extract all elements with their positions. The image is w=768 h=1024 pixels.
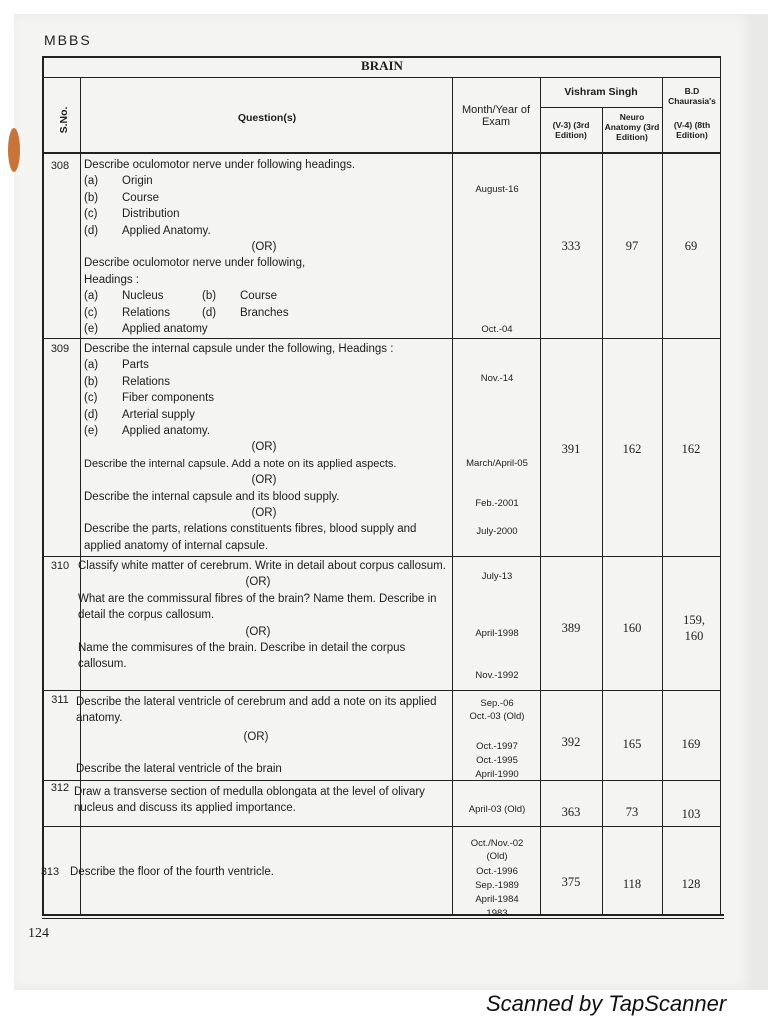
row-308-bd: 69 xyxy=(684,239,698,253)
row-line-309 xyxy=(42,338,720,339)
row-312-date-1: April-03 (Old) xyxy=(468,804,526,815)
row-line-311 xyxy=(42,690,720,691)
or-separator: (OR) xyxy=(243,730,269,743)
section-title: BRAIN xyxy=(361,58,403,73)
question-text: Describe the internal capsule. Add a note on its applied aspects. xyxy=(84,457,397,470)
table-border-right xyxy=(720,56,721,916)
row-311-date-1: Sep.-06 xyxy=(480,698,514,709)
table-title-bottom xyxy=(42,77,720,78)
or-separator: (OR) xyxy=(251,241,277,254)
vishram-header-underline xyxy=(540,107,662,108)
row-313-neuro: 118 xyxy=(622,877,642,891)
question-text: Describe the internal capsule under the following, Headings : xyxy=(84,343,394,355)
row-310-date-1: July-13 xyxy=(481,571,513,582)
col-line-date xyxy=(540,78,541,916)
or-separator: (OR) xyxy=(251,441,277,454)
row-309-bd: 162 xyxy=(681,442,701,456)
question-text: Headings : xyxy=(84,273,139,286)
row-312-bd: 103 xyxy=(681,807,701,821)
page-number: 124 xyxy=(28,926,49,941)
list-item: (a) Origin xyxy=(84,175,153,188)
row-313-date-4: Sep.-1989 xyxy=(475,880,519,891)
row-313-bd: 128 xyxy=(681,877,701,891)
or-separator: (OR) xyxy=(251,507,277,520)
row-311-date-4: Oct.-1995 xyxy=(476,755,518,766)
row-308-date-1: August-16 xyxy=(475,184,519,195)
row-311-question xyxy=(76,694,448,778)
row-309-v3: 391 xyxy=(561,442,581,456)
row-309-date-3: Feb.-2001 xyxy=(475,498,519,509)
row-312-sno: 312 xyxy=(50,782,70,794)
row-311-date-2: Oct.-03 (Old) xyxy=(469,711,525,722)
row-312-v3: 363 xyxy=(561,805,581,819)
row-310-v3: 389 xyxy=(561,621,581,635)
row-312-question: Draw a transverse section of medulla oblongata at the level of olivary nucleus and discuss its applied importance. xyxy=(74,786,425,815)
row-308-sno: 308 xyxy=(50,160,70,172)
row-313-question: Describe the floor of the fourth ventricle. xyxy=(70,866,274,878)
row-309-date-1: Nov.-14 xyxy=(480,373,514,384)
row-313-date-3: Oct.-1996 xyxy=(476,866,518,877)
header-question: Question(s) xyxy=(237,112,297,124)
header-neuro: Neuro Anatomy (3rd Edition) xyxy=(604,112,660,142)
question-text: Describe oculomotor nerve under following, xyxy=(84,257,306,270)
header-sno: S.No. xyxy=(58,106,70,134)
row-313-date-6: 1983 xyxy=(486,908,508,919)
row-310-question xyxy=(78,558,448,673)
row-310-sno: 310 xyxy=(50,560,70,572)
row-310-date-2: April-1998 xyxy=(475,628,519,639)
question-text: Describe the internal capsule and its blood supply. xyxy=(84,490,340,503)
row-311-neuro: 165 xyxy=(622,737,642,751)
list-item: (d) Arterial supply xyxy=(84,408,195,421)
row-309-sno: 309 xyxy=(50,343,70,355)
row-313-date-2: (Old) xyxy=(486,851,508,862)
list-item: (c) Relations (d) Branches xyxy=(84,306,289,319)
row-line-313 xyxy=(42,826,720,827)
list-item: (a) Nucleus (b) Course xyxy=(84,290,278,303)
header-vishram-singh: Vishram Singh xyxy=(564,86,638,98)
row-line-310 xyxy=(42,556,720,557)
col-line-v3 xyxy=(602,108,603,916)
row-309-date-2: March/April-05 xyxy=(466,458,528,469)
row-309-neuro: 162 xyxy=(622,442,642,456)
or-separator: (OR) xyxy=(251,474,277,487)
row-313-v3: 375 xyxy=(561,875,581,889)
list-item: (c) Distribution xyxy=(84,208,180,221)
question-text: Describe oculomotor nerve under following headings. xyxy=(84,159,356,171)
scanner-watermark: Scanned by TapScanner xyxy=(486,991,727,1016)
row-line-312 xyxy=(42,780,720,781)
question-text: Describe the parts, relations constituents fibres, blood supply and applied anatomy of internal capsule. xyxy=(84,523,417,552)
binder-hole xyxy=(8,128,20,172)
question-text: Name the commisures of the brain. Describe in detail the corpus callosum. xyxy=(78,642,406,671)
or-separator: (OR) xyxy=(245,576,271,589)
row-313-date-1: Oct./Nov.-02 xyxy=(470,838,524,849)
book-header: MBBS xyxy=(44,32,92,48)
row-311-v3: 392 xyxy=(561,735,581,749)
question-text: What are the commissural fibres of the brain? Name them. Describe in detail the corpus callosum. xyxy=(78,592,437,622)
row-310-neuro: 160 xyxy=(622,621,642,635)
row-311-sno: 311 xyxy=(51,694,69,706)
row-308-neuro: 97 xyxy=(625,239,639,253)
list-item: (a) Parts xyxy=(84,359,149,372)
table-border-bottom-double xyxy=(42,918,724,919)
header-v3: (V-3) (3rd Edition) xyxy=(552,120,590,140)
row-310-date-3: Nov.-1992 xyxy=(475,670,519,681)
list-item: (d) Applied Anatomy. xyxy=(84,224,211,237)
row-308-date-2: Oct.-04 xyxy=(481,324,513,335)
row-308-v3: 333 xyxy=(561,239,581,253)
header-month-year: Month/Year of Exam xyxy=(461,104,531,128)
row-311-date-3: Oct.-1997 xyxy=(476,741,518,752)
or-separator: (OR) xyxy=(245,625,271,638)
header-bd: B.D Chaurasia's xyxy=(668,86,716,106)
col-line-question xyxy=(452,78,453,916)
table-border-bottom xyxy=(42,914,724,916)
row-308-question xyxy=(84,157,450,337)
row-310-bd: 159, 160 xyxy=(683,613,705,644)
list-item: (b) Course xyxy=(84,191,160,204)
question-text: Describe the lateral ventricle of cerebrum and add a note on its applied anatomy. xyxy=(76,696,437,725)
question-text: Classify white matter of cerebrum. Write in detail about corpus callosum. xyxy=(78,560,446,572)
list-item: (e) Applied anatomy xyxy=(84,323,208,336)
header-v4: (V-4) (8th Edition) xyxy=(673,120,711,140)
page-edge xyxy=(754,14,768,990)
col-line-neuro xyxy=(662,78,663,916)
row-312-neuro: 73 xyxy=(625,805,639,819)
row-313-date-5: April-1984 xyxy=(475,894,519,905)
list-item: (b) Relations xyxy=(84,375,170,388)
row-309-date-4: July-2000 xyxy=(476,526,518,537)
row-313-sno: 313 xyxy=(40,866,60,878)
list-item: (e) Applied anatomy. xyxy=(84,425,211,438)
table-header-bottom xyxy=(42,152,720,154)
row-311-date-5: April-1990 xyxy=(475,769,519,780)
row-309-question xyxy=(84,341,450,554)
list-item: (c) Fiber components xyxy=(84,392,215,405)
question-text: Describe the lateral ventricle of the brain xyxy=(76,763,282,776)
row-311-bd: 169 xyxy=(681,737,701,751)
scan-background-top xyxy=(0,0,768,14)
